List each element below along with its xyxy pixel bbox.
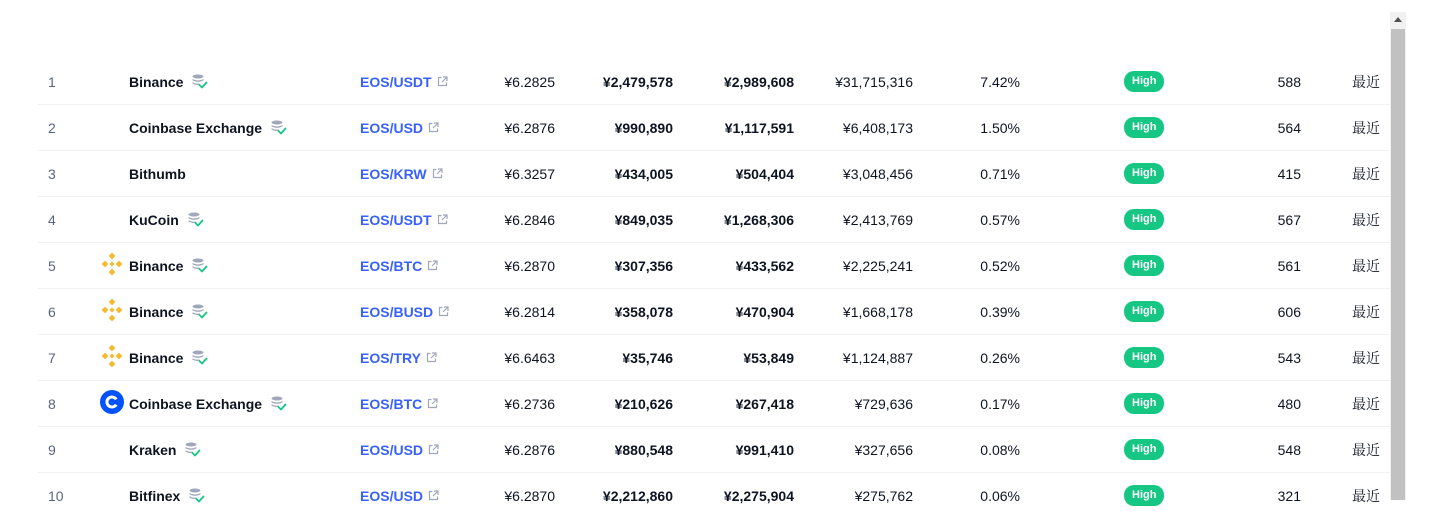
price-cell: ¥6.3257 (504, 165, 555, 182)
volume-share-cell: 0.57% (980, 211, 1020, 228)
pair-cell[interactable] (360, 427, 439, 472)
rank-cell: 1 (48, 73, 56, 90)
depth-plus-2-cell: ¥990,890 (614, 119, 673, 136)
exchange-name[interactable]: Bithumb (129, 165, 186, 182)
markets-table (38, 59, 1390, 518)
table-row (38, 105, 1390, 151)
rank-cell: 10 (48, 487, 64, 504)
exchange-cell[interactable] (129, 289, 208, 334)
exchange-cell[interactable] (129, 59, 208, 104)
pair-cell[interactable] (360, 335, 437, 380)
exchange-name[interactable]: Coinbase Exchange (129, 119, 263, 136)
rank-cell: 2 (48, 119, 56, 136)
binance-logo-icon (100, 252, 124, 279)
updated-cell: 最近 (1352, 257, 1380, 274)
pair-link[interactable]: EOS/BUSD (360, 303, 434, 320)
confidence-cell (1124, 197, 1164, 242)
liquidity-score-cell: 548 (1277, 441, 1301, 458)
external-link-icon[interactable] (432, 168, 443, 179)
vertical-scrollbar[interactable] (1390, 12, 1406, 500)
exchange-name[interactable]: Bitfinex (129, 487, 181, 504)
exchange-cell[interactable] (129, 427, 201, 472)
confidence-badge[interactable]: High (1124, 347, 1164, 368)
depth-minus-2-cell: ¥267,418 (735, 395, 794, 412)
confidence-badge[interactable]: High (1124, 439, 1164, 460)
volume-share-cell: 7.42% (980, 73, 1020, 90)
exchange-name[interactable]: Kraken (129, 441, 177, 458)
volume-cell: ¥2,225,241 (842, 257, 913, 274)
binance-logo-icon (100, 344, 124, 371)
confidence-cell (1124, 473, 1164, 518)
volume-cell: ¥327,656 (854, 441, 913, 458)
price-cell: ¥6.6463 (504, 349, 555, 366)
exchange-logo (100, 105, 124, 150)
liquidity-score-cell: 415 (1277, 165, 1301, 182)
liquidity-score-cell: 567 (1277, 211, 1301, 228)
external-link-icon[interactable] (428, 122, 439, 133)
liquidity-score-cell: 564 (1277, 119, 1301, 136)
exchange-logo (100, 197, 124, 242)
volume-share-cell: 1.50% (980, 119, 1020, 136)
verified-reserves-icon[interactable] (184, 441, 201, 458)
updated-cell: 最近 (1352, 119, 1380, 136)
external-link-icon[interactable] (428, 444, 439, 455)
liquidity-score-cell: 321 (1277, 487, 1301, 504)
external-link-icon[interactable] (428, 490, 439, 501)
external-link-icon[interactable] (426, 352, 437, 363)
depth-plus-2-cell: ¥2,479,578 (602, 73, 673, 90)
depth-minus-2-cell: ¥2,275,904 (723, 487, 794, 504)
exchange-logo (100, 243, 124, 288)
depth-plus-2-cell: ¥358,078 (614, 303, 673, 320)
pair-cell[interactable] (360, 151, 443, 196)
rank-cell: 6 (48, 303, 56, 320)
exchange-cell[interactable] (129, 197, 204, 242)
depth-minus-2-cell: ¥2,989,608 (723, 73, 794, 90)
exchange-logo (100, 151, 124, 196)
pair-cell[interactable] (360, 105, 439, 150)
depth-plus-2-cell: ¥849,035 (614, 211, 673, 228)
table-row (38, 427, 1390, 473)
confidence-badge[interactable]: High (1124, 393, 1164, 414)
verified-reserves-icon[interactable] (187, 211, 204, 228)
pair-cell[interactable] (360, 289, 449, 334)
confidence-badge[interactable]: High (1124, 301, 1164, 322)
updated-cell: 最近 (1352, 211, 1380, 228)
verified-reserves-icon[interactable] (191, 73, 208, 90)
external-link-icon[interactable] (438, 306, 449, 317)
rank-cell: 9 (48, 441, 56, 458)
exchange-name[interactable]: KuCoin (129, 211, 179, 228)
confidence-cell (1124, 105, 1164, 150)
price-cell: ¥6.2814 (504, 303, 555, 320)
depth-plus-2-cell: ¥307,356 (614, 257, 673, 274)
confidence-cell (1124, 289, 1164, 334)
exchange-logo (100, 381, 124, 426)
confidence-cell (1124, 151, 1164, 196)
exchange-logo (100, 335, 124, 380)
liquidity-score-cell: 588 (1277, 73, 1301, 90)
pair-link[interactable]: EOS/USD (360, 119, 424, 136)
pair-link[interactable]: EOS/KRW (360, 165, 427, 182)
table-row (38, 243, 1390, 289)
confidence-cell (1124, 335, 1164, 380)
price-cell: ¥6.2870 (504, 487, 555, 504)
volume-cell: ¥1,124,887 (842, 349, 913, 366)
depth-minus-2-cell: ¥1,117,591 (724, 119, 794, 136)
pair-cell[interactable] (360, 197, 448, 242)
exchange-name[interactable]: Binance (129, 303, 184, 320)
volume-cell: ¥1,668,178 (842, 303, 913, 320)
volume-cell: ¥3,048,456 (842, 165, 913, 182)
exchange-cell[interactable] (129, 381, 287, 426)
confidence-badge[interactable]: High (1124, 485, 1164, 506)
exchange-cell[interactable] (129, 105, 287, 150)
depth-minus-2-cell: ¥433,562 (735, 257, 794, 274)
volume-cell: ¥729,636 (854, 395, 913, 412)
pair-cell[interactable] (360, 473, 439, 518)
price-cell: ¥6.2736 (504, 395, 555, 412)
pair-link[interactable]: EOS/USD (360, 487, 424, 504)
table-row (38, 473, 1390, 518)
liquidity-score-cell: 606 (1277, 303, 1301, 320)
depth-minus-2-cell: ¥504,404 (735, 165, 794, 182)
confidence-cell (1124, 59, 1164, 104)
rank-cell: 5 (48, 257, 56, 274)
confidence-badge[interactable]: High (1124, 163, 1164, 184)
pair-cell[interactable] (360, 243, 438, 288)
depth-minus-2-cell: ¥991,410 (735, 441, 794, 458)
price-cell: ¥6.2870 (504, 257, 555, 274)
scroll-up-arrow-icon[interactable] (1390, 12, 1406, 28)
updated-cell: 最近 (1352, 395, 1380, 412)
table-row (38, 335, 1390, 381)
exchange-name[interactable]: Binance (129, 349, 184, 366)
volume-share-cell: 0.71% (980, 165, 1020, 182)
updated-cell: 最近 (1352, 165, 1380, 182)
depth-plus-2-cell: ¥35,746 (622, 349, 673, 366)
volume-share-cell: 0.17% (980, 395, 1020, 412)
verified-reserves-icon[interactable] (191, 349, 208, 366)
price-cell: ¥6.2876 (504, 119, 555, 136)
liquidity-score-cell: 543 (1277, 349, 1301, 366)
table-row (38, 289, 1390, 335)
updated-cell: 最近 (1352, 441, 1380, 458)
exchange-cell[interactable] (129, 335, 208, 380)
exchange-logo (100, 427, 124, 472)
verified-reserves-icon[interactable] (188, 487, 205, 504)
exchange-logo (100, 289, 124, 334)
verified-reserves-icon[interactable] (270, 119, 287, 136)
updated-cell: 最近 (1352, 73, 1380, 90)
scrollbar-thumb[interactable] (1391, 29, 1405, 500)
table-row (38, 59, 1390, 105)
exchange-logo (100, 59, 124, 104)
price-cell: ¥6.2825 (504, 73, 555, 90)
table-row (38, 151, 1390, 197)
confidence-cell (1124, 427, 1164, 472)
confidence-cell (1124, 243, 1164, 288)
external-link-icon[interactable] (437, 214, 448, 225)
pair-link[interactable]: EOS/BTC (360, 257, 423, 274)
confidence-cell (1124, 381, 1164, 426)
pair-cell[interactable] (360, 59, 448, 104)
pair-link[interactable]: EOS/TRY (360, 349, 421, 366)
pair-link[interactable]: EOS/USD (360, 441, 424, 458)
volume-share-cell: 0.08% (980, 441, 1020, 458)
coinbase-logo-icon (100, 390, 124, 417)
volume-cell: ¥2,413,769 (842, 211, 913, 228)
updated-cell: 最近 (1352, 487, 1380, 504)
price-cell: ¥6.2876 (504, 441, 555, 458)
rank-cell: 4 (48, 211, 56, 228)
volume-share-cell: 0.39% (980, 303, 1020, 320)
volume-share-cell: 0.52% (980, 257, 1020, 274)
pair-link[interactable]: EOS/BTC (360, 395, 423, 412)
pair-link[interactable]: EOS/USDT (360, 73, 432, 90)
exchange-cell[interactable] (129, 243, 208, 288)
depth-minus-2-cell: ¥53,849 (743, 349, 794, 366)
depth-plus-2-cell: ¥210,626 (614, 395, 673, 412)
depth-plus-2-cell: ¥880,548 (614, 441, 673, 458)
updated-cell: 最近 (1352, 303, 1380, 320)
depth-plus-2-cell: ¥2,212,860 (602, 487, 673, 504)
exchange-name[interactable]: Binance (129, 73, 184, 90)
external-link-icon[interactable] (427, 260, 438, 271)
price-cell: ¥6.2846 (504, 211, 555, 228)
table-row (38, 197, 1390, 243)
liquidity-score-cell: 480 (1277, 395, 1301, 412)
verified-reserves-icon[interactable] (191, 257, 208, 274)
confidence-badge[interactable]: High (1124, 71, 1164, 92)
external-link-icon[interactable] (427, 398, 438, 409)
exchange-cell[interactable] (129, 473, 205, 518)
updated-cell: 最近 (1352, 349, 1380, 366)
volume-cell: ¥6,408,173 (842, 119, 913, 136)
exchange-cell[interactable] (129, 151, 186, 196)
volume-cell: ¥275,762 (854, 487, 913, 504)
volume-share-cell: 0.06% (980, 487, 1020, 504)
depth-plus-2-cell: ¥434,005 (614, 165, 673, 182)
exchange-name[interactable]: Coinbase Exchange (129, 395, 263, 412)
depth-minus-2-cell: ¥470,904 (735, 303, 794, 320)
liquidity-score-cell: 561 (1277, 257, 1301, 274)
rank-cell: 3 (48, 165, 56, 182)
confidence-badge[interactable]: High (1124, 255, 1164, 276)
confidence-badge[interactable]: High (1124, 117, 1164, 138)
external-link-icon[interactable] (437, 76, 448, 87)
rank-cell: 7 (48, 349, 56, 366)
rank-cell: 8 (48, 395, 56, 412)
pair-cell[interactable] (360, 381, 438, 426)
volume-share-cell: 0.26% (980, 349, 1020, 366)
volume-cell: ¥31,715,316 (835, 73, 913, 90)
confidence-badge[interactable]: High (1124, 209, 1164, 230)
depth-minus-2-cell: ¥1,268,306 (723, 211, 794, 228)
verified-reserves-icon[interactable] (270, 395, 287, 412)
exchange-name[interactable]: Binance (129, 257, 184, 274)
exchange-logo (100, 473, 124, 518)
pair-link[interactable]: EOS/USDT (360, 211, 432, 228)
binance-logo-icon (100, 298, 124, 325)
table-row (38, 381, 1390, 427)
verified-reserves-icon[interactable] (191, 303, 208, 320)
